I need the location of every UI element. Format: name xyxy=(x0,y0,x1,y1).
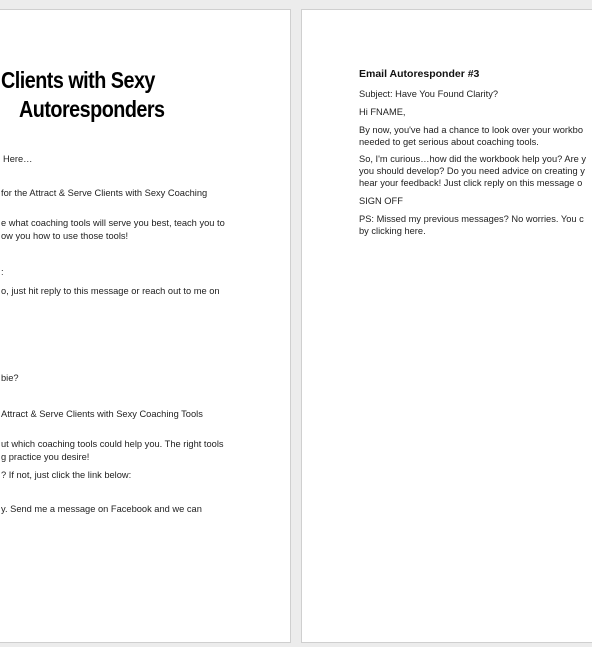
body-line: bie? xyxy=(1,373,19,383)
email-ps-line: by clicking here. xyxy=(359,226,426,236)
body-line: g practice you desire! xyxy=(1,452,90,462)
email-paragraph-line: hear your feedback! Just click reply on this message o xyxy=(359,178,583,188)
body-line: ut which coaching tools could help you. The right tools xyxy=(1,439,224,449)
body-line: Attract & Serve Clients with Sexy Coaching Tools xyxy=(1,409,203,419)
email-greeting: Hi FNAME, xyxy=(359,107,406,117)
body-line: e what coaching tools will serve you best, teach you to xyxy=(1,218,225,228)
body-line: Here… xyxy=(3,154,33,164)
document-page-left xyxy=(0,9,291,643)
document-page-right xyxy=(301,9,592,643)
email-paragraph-line: needed to get serious about coaching tools. xyxy=(359,137,539,147)
body-line: o, just hit reply to this message or reach out to me on xyxy=(1,286,220,296)
body-line: y. Send me a message on Facebook and we can xyxy=(1,504,202,514)
email-paragraph-line: By now, you've had a chance to look over your workbo xyxy=(359,125,583,135)
autoresponder-title: Email Autoresponder #3 xyxy=(359,68,480,80)
email-paragraph-line: you should develop? Do you need advice on creating y xyxy=(359,166,585,176)
page-heading-line-1: Clients with Sexy xyxy=(1,67,155,93)
body-line: ow you how to use those tools! xyxy=(1,231,129,241)
body-line: : xyxy=(1,267,4,277)
body-line: for the Attract & Serve Clients with Sexy Coaching xyxy=(1,188,208,198)
email-subject: Subject: Have You Found Clarity? xyxy=(359,89,499,99)
email-ps-line: PS: Missed my previous messages? No worries. You c xyxy=(359,214,584,224)
email-paragraph-line: So, I'm curious…how did the workbook help you? Are y xyxy=(359,154,587,164)
body-line: ? If not, just click the link below: xyxy=(1,470,132,480)
email-sign-off: SIGN OFF xyxy=(359,196,403,206)
page-heading-line-2: Autoresponders xyxy=(19,96,165,122)
